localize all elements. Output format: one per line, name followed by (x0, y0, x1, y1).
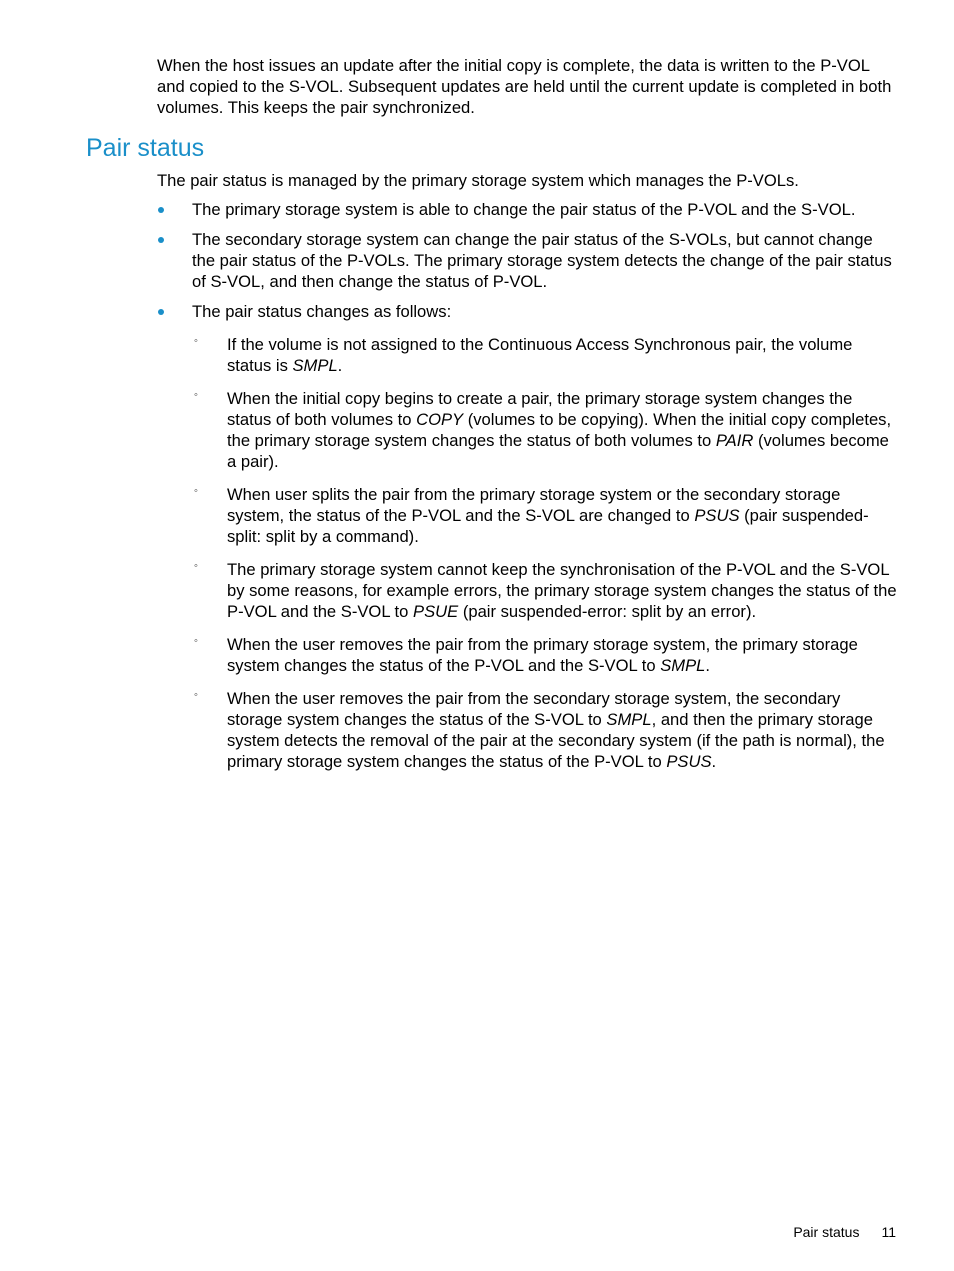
sub-text-pre: When the user removes the pair from the primary storage system, the primary storage system changes the status of the P-VOL and the S-VOL to (227, 635, 858, 675)
footer-section-title: Pair status (793, 1224, 860, 1240)
sub-bullet-item (192, 484, 897, 547)
sub-text-mid: . (337, 356, 343, 375)
sub-text-pre: When the initial copy begins to create a pair, the primary storage system changes the status of both volumes to (227, 389, 853, 429)
sub-text-pre: When the user removes the pair from the secondary storage system, the secondary storage system changes the status of the S-VOL to (227, 689, 841, 729)
sub-text-post: . (711, 752, 717, 771)
bullet-text: The pair status changes as follows: (192, 302, 452, 321)
sub-bullet-list (192, 334, 897, 772)
circle-bullet-icon: ◦ (194, 389, 198, 401)
bullet-dot-icon (158, 207, 164, 213)
page-number: 11 (881, 1224, 896, 1240)
sub-text-pre: The primary storage system cannot keep the synchronisation of the P-VOL and the S-VOL by some reasons, for example errors, the primary storage system changes the status of the P-VOL and the S-VOL to (227, 560, 897, 621)
sub-bullet-item (192, 388, 897, 472)
circle-bullet-icon: ◦ (194, 335, 198, 347)
section-lead-paragraph: The pair status is managed by the primary storage system which manages the P-VOLs. (157, 171, 799, 190)
sub-text-mid: . (705, 656, 711, 675)
section-heading: Pair status (86, 134, 205, 162)
status-term: PSUE (413, 602, 459, 621)
status-term: COPY (416, 410, 464, 429)
status-term: SMPL (606, 710, 652, 729)
bullet-dot-icon (158, 237, 164, 243)
bullet-item (157, 301, 897, 772)
sub-text-pre: When user splits the pair from the primary storage system or the secondary storage system, the status of the P-VOL and the S-VOL are changed to (227, 485, 841, 525)
sub-bullet-item (192, 334, 897, 376)
bullet-list (157, 199, 897, 784)
status-term: PSUS (666, 752, 712, 771)
circle-bullet-icon: ◦ (194, 689, 198, 701)
sub-text-mid: (pair suspended-split: split by a command). (227, 506, 869, 546)
sub-bullet-item (192, 688, 897, 772)
bullet-dot-icon (158, 309, 164, 315)
sub-text-mid: (pair suspended-error: split by an error). (458, 602, 757, 621)
sub-text-post: (volumes become a pair). (227, 431, 889, 471)
circle-bullet-icon: ◦ (194, 560, 198, 572)
status-term: PAIR (715, 431, 754, 450)
bullet-text: The primary storage system is able to change the pair status of the P-VOL and the S-VOL. (192, 200, 856, 219)
bullet-text: The secondary storage system can change the pair status of the S-VOLs, but cannot change the pair status of the P-VOLs. The primary storage system detects the change of the pair status of S-VOL, and then change the status of P-VOL. (192, 230, 892, 291)
circle-bullet-icon: ◦ (194, 485, 198, 497)
status-term: SMPL (660, 656, 706, 675)
sub-text-mid: (volumes to be copying). When the initial copy completes, the primary storage system changes the status of both volumes to (227, 410, 892, 450)
circle-bullet-icon: ◦ (194, 635, 198, 647)
status-term: PSUS (694, 506, 740, 525)
sub-text-pre: If the volume is not assigned to the Continuous Access Synchronous pair, the volume status is (227, 335, 853, 375)
page-footer (793, 1222, 896, 1242)
bullet-item (157, 199, 897, 220)
sub-bullet-item (192, 634, 897, 676)
status-term: SMPL (292, 356, 338, 375)
sub-text-mid: , and then the primary storage system detects the removal of the pair at the secondary system (if the path is normal), the primary storage system changes the status of the P-VOL to (227, 710, 885, 771)
intro-paragraph: When the host issues an update after the initial copy is complete, the data is written to the P-VOL and copied to the S-VOL. Subsequent updates are held until the current update is completed in both volumes. This keeps the pair synchronized. (157, 56, 892, 117)
sub-bullet-item (192, 559, 897, 622)
bullet-item (157, 229, 897, 292)
